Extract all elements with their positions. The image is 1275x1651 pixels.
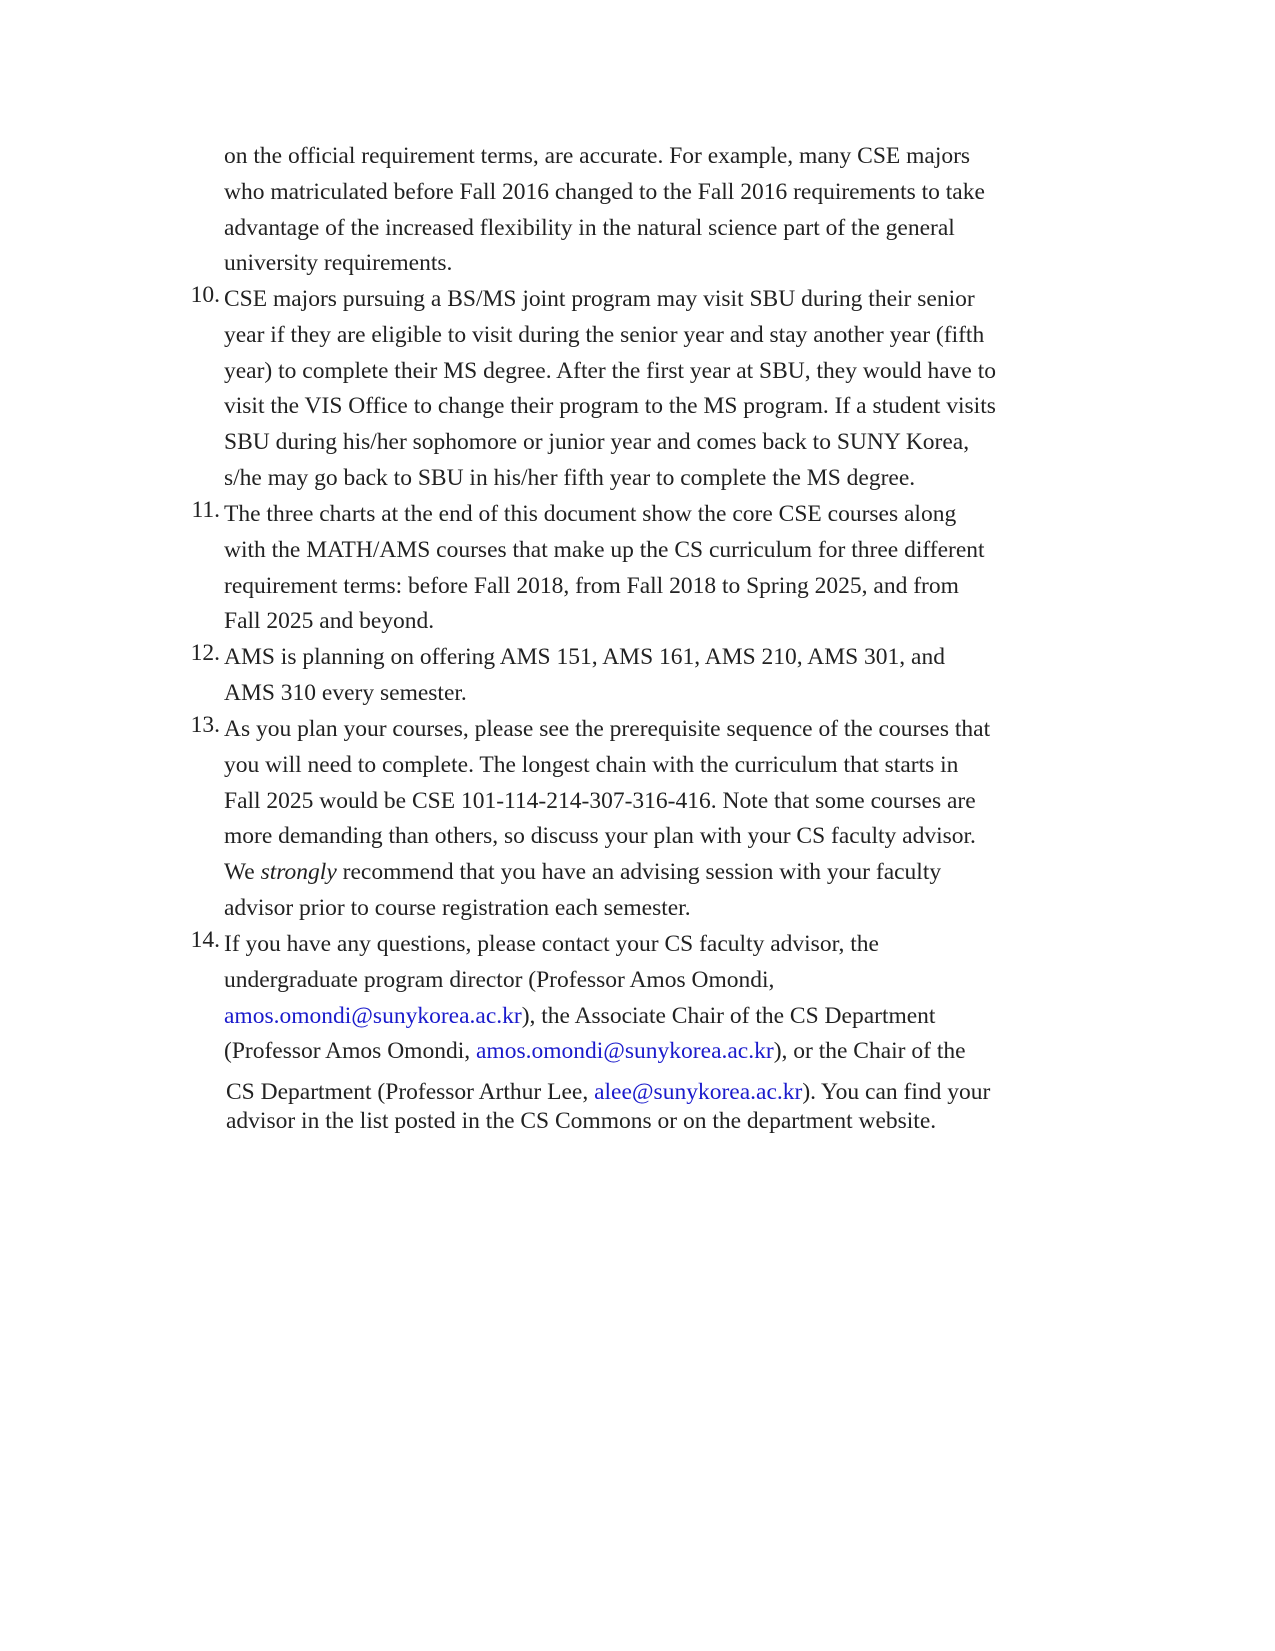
email-link-omondi-associate-chair[interactable]: amos.omondi@sunykorea.ac.kr: [475, 1038, 774, 1065]
list-number: 10.: [190, 282, 220, 308]
list-number: 12.: [190, 640, 220, 666]
item-9-continuation: [224, 139, 1054, 282]
paragraph-line: more demanding than others, so discuss your plan with your CS faculty advisor.: [224, 823, 976, 850]
paragraph-line: advisor prior to course registration each semester.: [224, 894, 691, 921]
paragraph-line: AMS is planning on offering AMS 151, AMS 161, AMS 210, AMS 301, and: [224, 644, 945, 670]
paragraph-line: who matriculated before Fall 2016 changed to the Fall 2016 requirements to take: [224, 178, 985, 205]
paragraph-line: SBU during his/her sophomore or junior year and comes back to SUNY Korea,: [224, 429, 970, 456]
paragraph-line: As you plan your courses, please see the prerequisite sequence of the courses that: [224, 716, 991, 742]
paragraph-line: advisor in the list posted in the CS Commons or on the department website.: [226, 1108, 937, 1134]
list-item-10: [190, 282, 1054, 497]
paragraph-line: The three charts at the end of this document show the core CSE courses along: [224, 501, 957, 527]
paragraph-line: Fall 2025 would be CSE 101-114-214-307-316-416. Note that some courses are: [224, 787, 976, 814]
paragraph-line: [224, 1034, 1054, 1070]
paragraph-line: If you have any questions, please contact your CS faculty advisor, the: [224, 931, 879, 957]
paragraph-line: [224, 999, 1054, 1035]
text-run: CS Department (Professor Arthur Lee,: [226, 1079, 595, 1105]
text-run: ). You can find your: [802, 1079, 991, 1105]
list-item-11: [191, 497, 1054, 640]
list-number: 14.: [190, 927, 220, 953]
text-run: We: [224, 859, 261, 886]
paragraph-line: s/he may go back to SBU in his/her fifth year to complete the MS degree.: [224, 464, 916, 491]
paragraph-line: [224, 855, 1054, 891]
emphasis-text: strongly: [260, 859, 337, 886]
paragraph-line: with the MATH/AMS courses that make up the CS curriculum for three different: [224, 536, 985, 563]
paragraph-line: you will need to complete. The longest chain with the curriculum that starts in: [224, 751, 959, 778]
paragraph-line: on the official requirement terms, are accurate. For example, many CSE majors: [224, 143, 971, 169]
text-run: (Professor Amos Omondi,: [224, 1038, 476, 1065]
list-item-14: [190, 927, 1054, 1070]
paragraph-line: year if they are eligible to visit during the senior year and stay another year (fifth: [224, 321, 985, 348]
list-item-13: [190, 712, 1054, 927]
paragraph-line: year) to complete their MS degree. After the first year at SBU, they would have to: [224, 357, 997, 384]
text-run: ), or the Chair of the: [773, 1038, 966, 1065]
paragraph-line: Fall 2025 and beyond.: [224, 608, 435, 635]
list-number: 13.: [190, 712, 220, 738]
paragraph-line: undergraduate program director (Professor Amos Omondi,: [224, 966, 775, 993]
email-link-lee[interactable]: alee@sunykorea.ac.kr: [594, 1079, 803, 1105]
paragraph-line: AMS 310 every semester.: [224, 679, 467, 706]
paragraph-line: [226, 1077, 990, 1107]
list-item-12: [190, 640, 1054, 712]
text-run: recommend that you have an advising session with your faculty: [336, 859, 942, 886]
paragraph-line: university requirements.: [224, 250, 453, 277]
list-number: 11.: [191, 497, 220, 523]
paragraph-line: requirement terms: before Fall 2018, from Fall 2018 to Spring 2025, and from: [224, 572, 959, 599]
paragraph-line: advantage of the increased flexibility in the natural science part of the general: [224, 214, 955, 241]
paragraph-line: CSE majors pursuing a BS/MS joint program may visit SBU during their senior: [224, 286, 975, 312]
paragraph-line: visit the VIS Office to change their program to the MS program. If a student visits: [224, 393, 996, 420]
text-run: ), the Associate Chair of the CS Department: [521, 1002, 936, 1029]
email-link-omondi[interactable]: amos.omondi@sunykorea.ac.kr: [224, 1002, 522, 1029]
